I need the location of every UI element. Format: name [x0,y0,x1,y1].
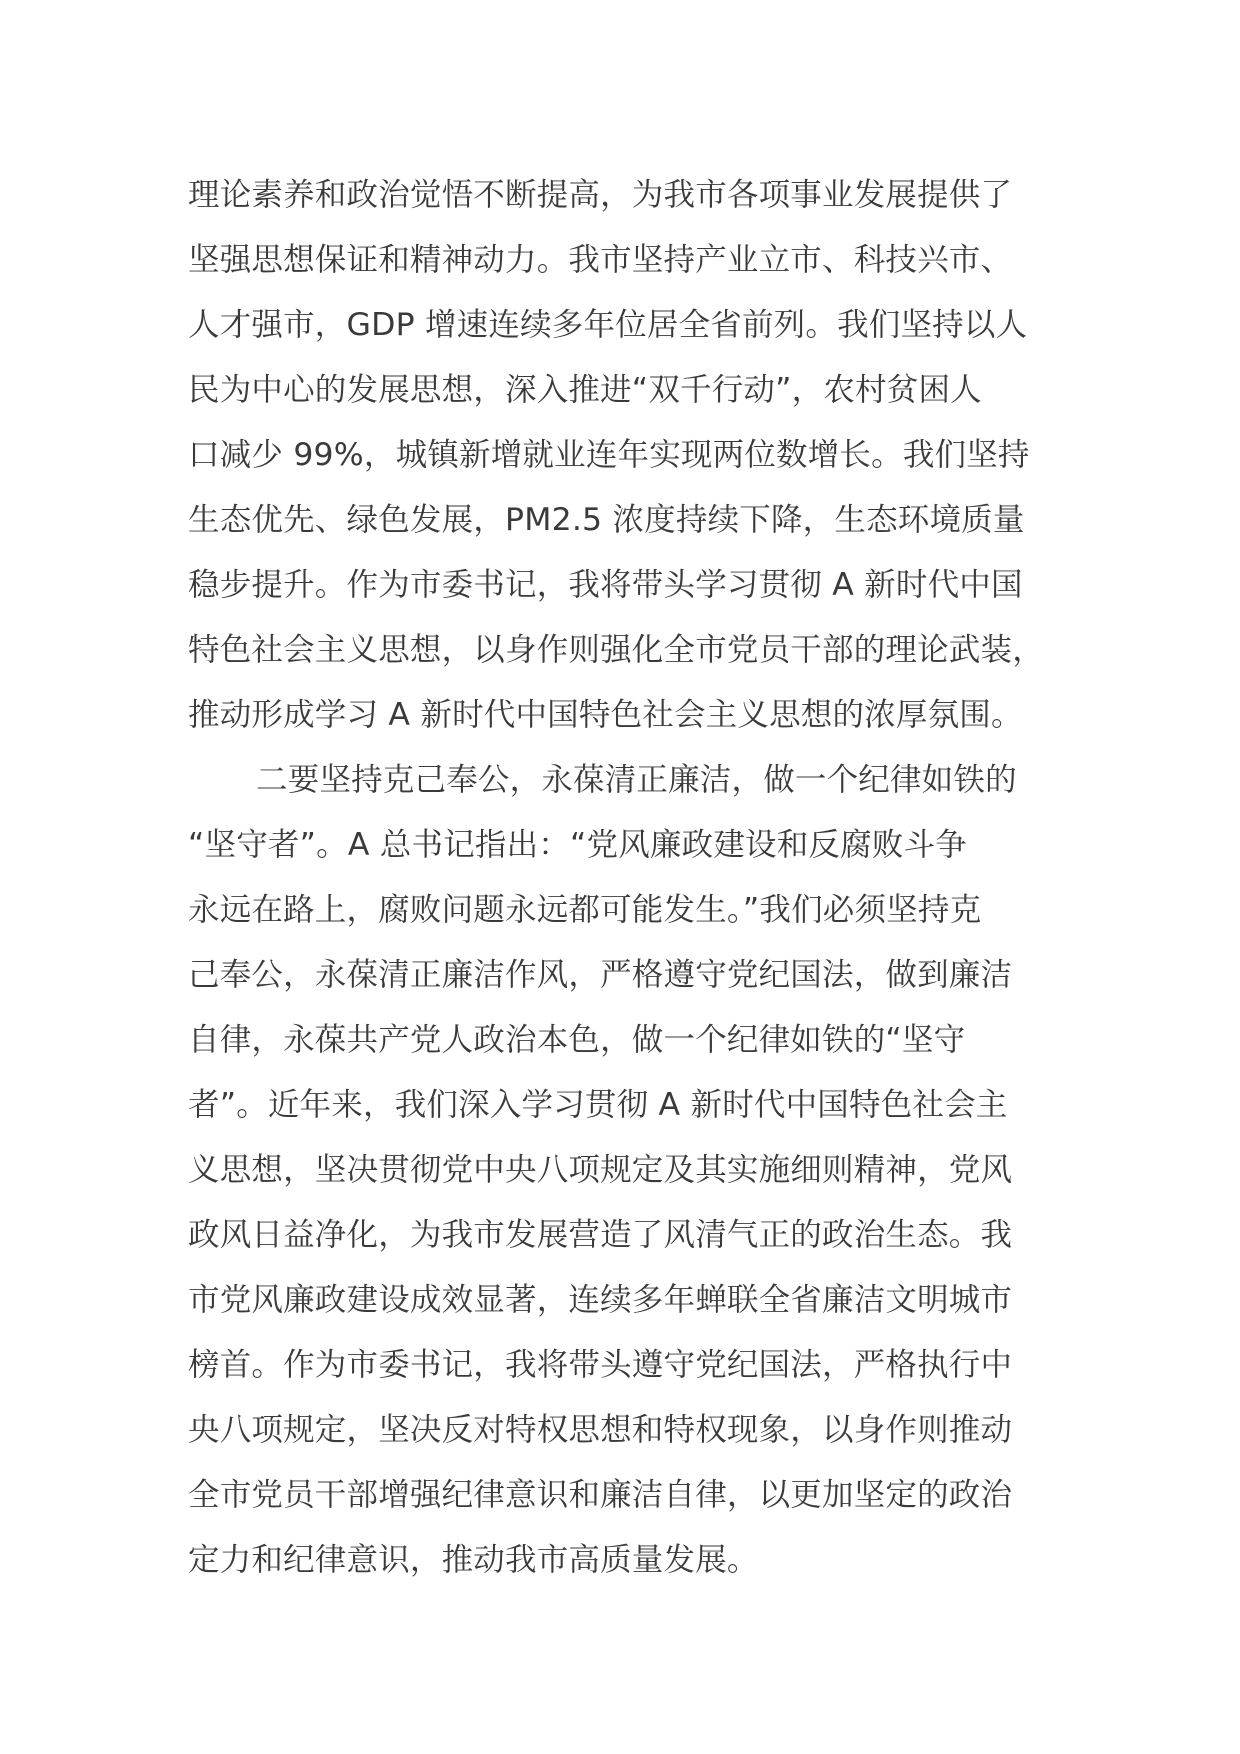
text-line: 推动形成学习 A 新时代中国特色社会主义思想的浓厚氛围。 [188,697,1023,733]
paragraph-start-line: 二要坚持克己奉公，永葆清正廉洁，做一个纪律如铁的 [256,762,1017,798]
text-line: 特色社会主义思想，以身作则强化全市党员干部的理论武装， [188,632,1044,668]
text-line: “坚守者”。A 总书记指出：“党风廉政建设和反腐败斗争 [188,827,967,863]
text-line: 者”。近年来，我们深入学习贯彻 A 新时代中国特色社会主 [188,1087,1008,1123]
text-line: 己奉公，永葆清正廉洁作风，严格遵守党纪国法，做到廉洁 [188,957,1013,993]
text-line: 人才强市，GDP 增速连续多年位居全省前列。我们坚持以人 [188,307,1028,343]
text-line: 民为中心的发展思想，深入推进“双千行动”，农村贫困人 [188,372,982,408]
text-line: 市党风廉政建设成效显著，连续多年蝉联全省廉洁文明城市 [188,1282,1013,1318]
text-line: 坚强思想保证和精神动力。我市坚持产业立市、科技兴市、 [188,242,1013,278]
text-line: 全市党员干部增强纪律意识和廉洁自律，以更加坚定的政治 [188,1477,1013,1513]
text-line: 生态优先、绿色发展，PM2.5 浓度持续下降，生态环境质量 [188,502,1025,538]
text-line: 政风日益净化，为我市发展营造了风清气正的政治生态。我 [188,1217,1013,1253]
text-line: 稳步提升。作为市委书记，我将带头学习贯彻 A 新时代中国 [188,567,1023,603]
text-line: 央八项规定，坚决反对特权思想和特权现象，以身作则推动 [188,1412,1013,1448]
text-line: 定力和纪律意识，推动我市高质量发展。 [188,1542,759,1578]
text-line: 自律，永葆共产党人政治本色，做一个纪律如铁的“坚守 [188,1022,966,1058]
text-line: 榜首。作为市委书记，我将带头遵守党纪国法，严格执行中 [188,1347,1013,1383]
text-line: 义思想，坚决贯彻党中央八项规定及其实施细则精神，党风 [188,1152,1013,1188]
body-text [188,163,1068,1593]
text-line: 口减少 99%，城镇新增就业连年实现两位数增长。我们坚持 [188,437,1030,473]
text-line: 永远在路上，腐败问题永远都可能发生。”我们必须坚持克 [188,892,982,928]
text-line: 理论素养和政治觉悟不断提高，为我市各项事业发展提供了 [188,177,1013,213]
